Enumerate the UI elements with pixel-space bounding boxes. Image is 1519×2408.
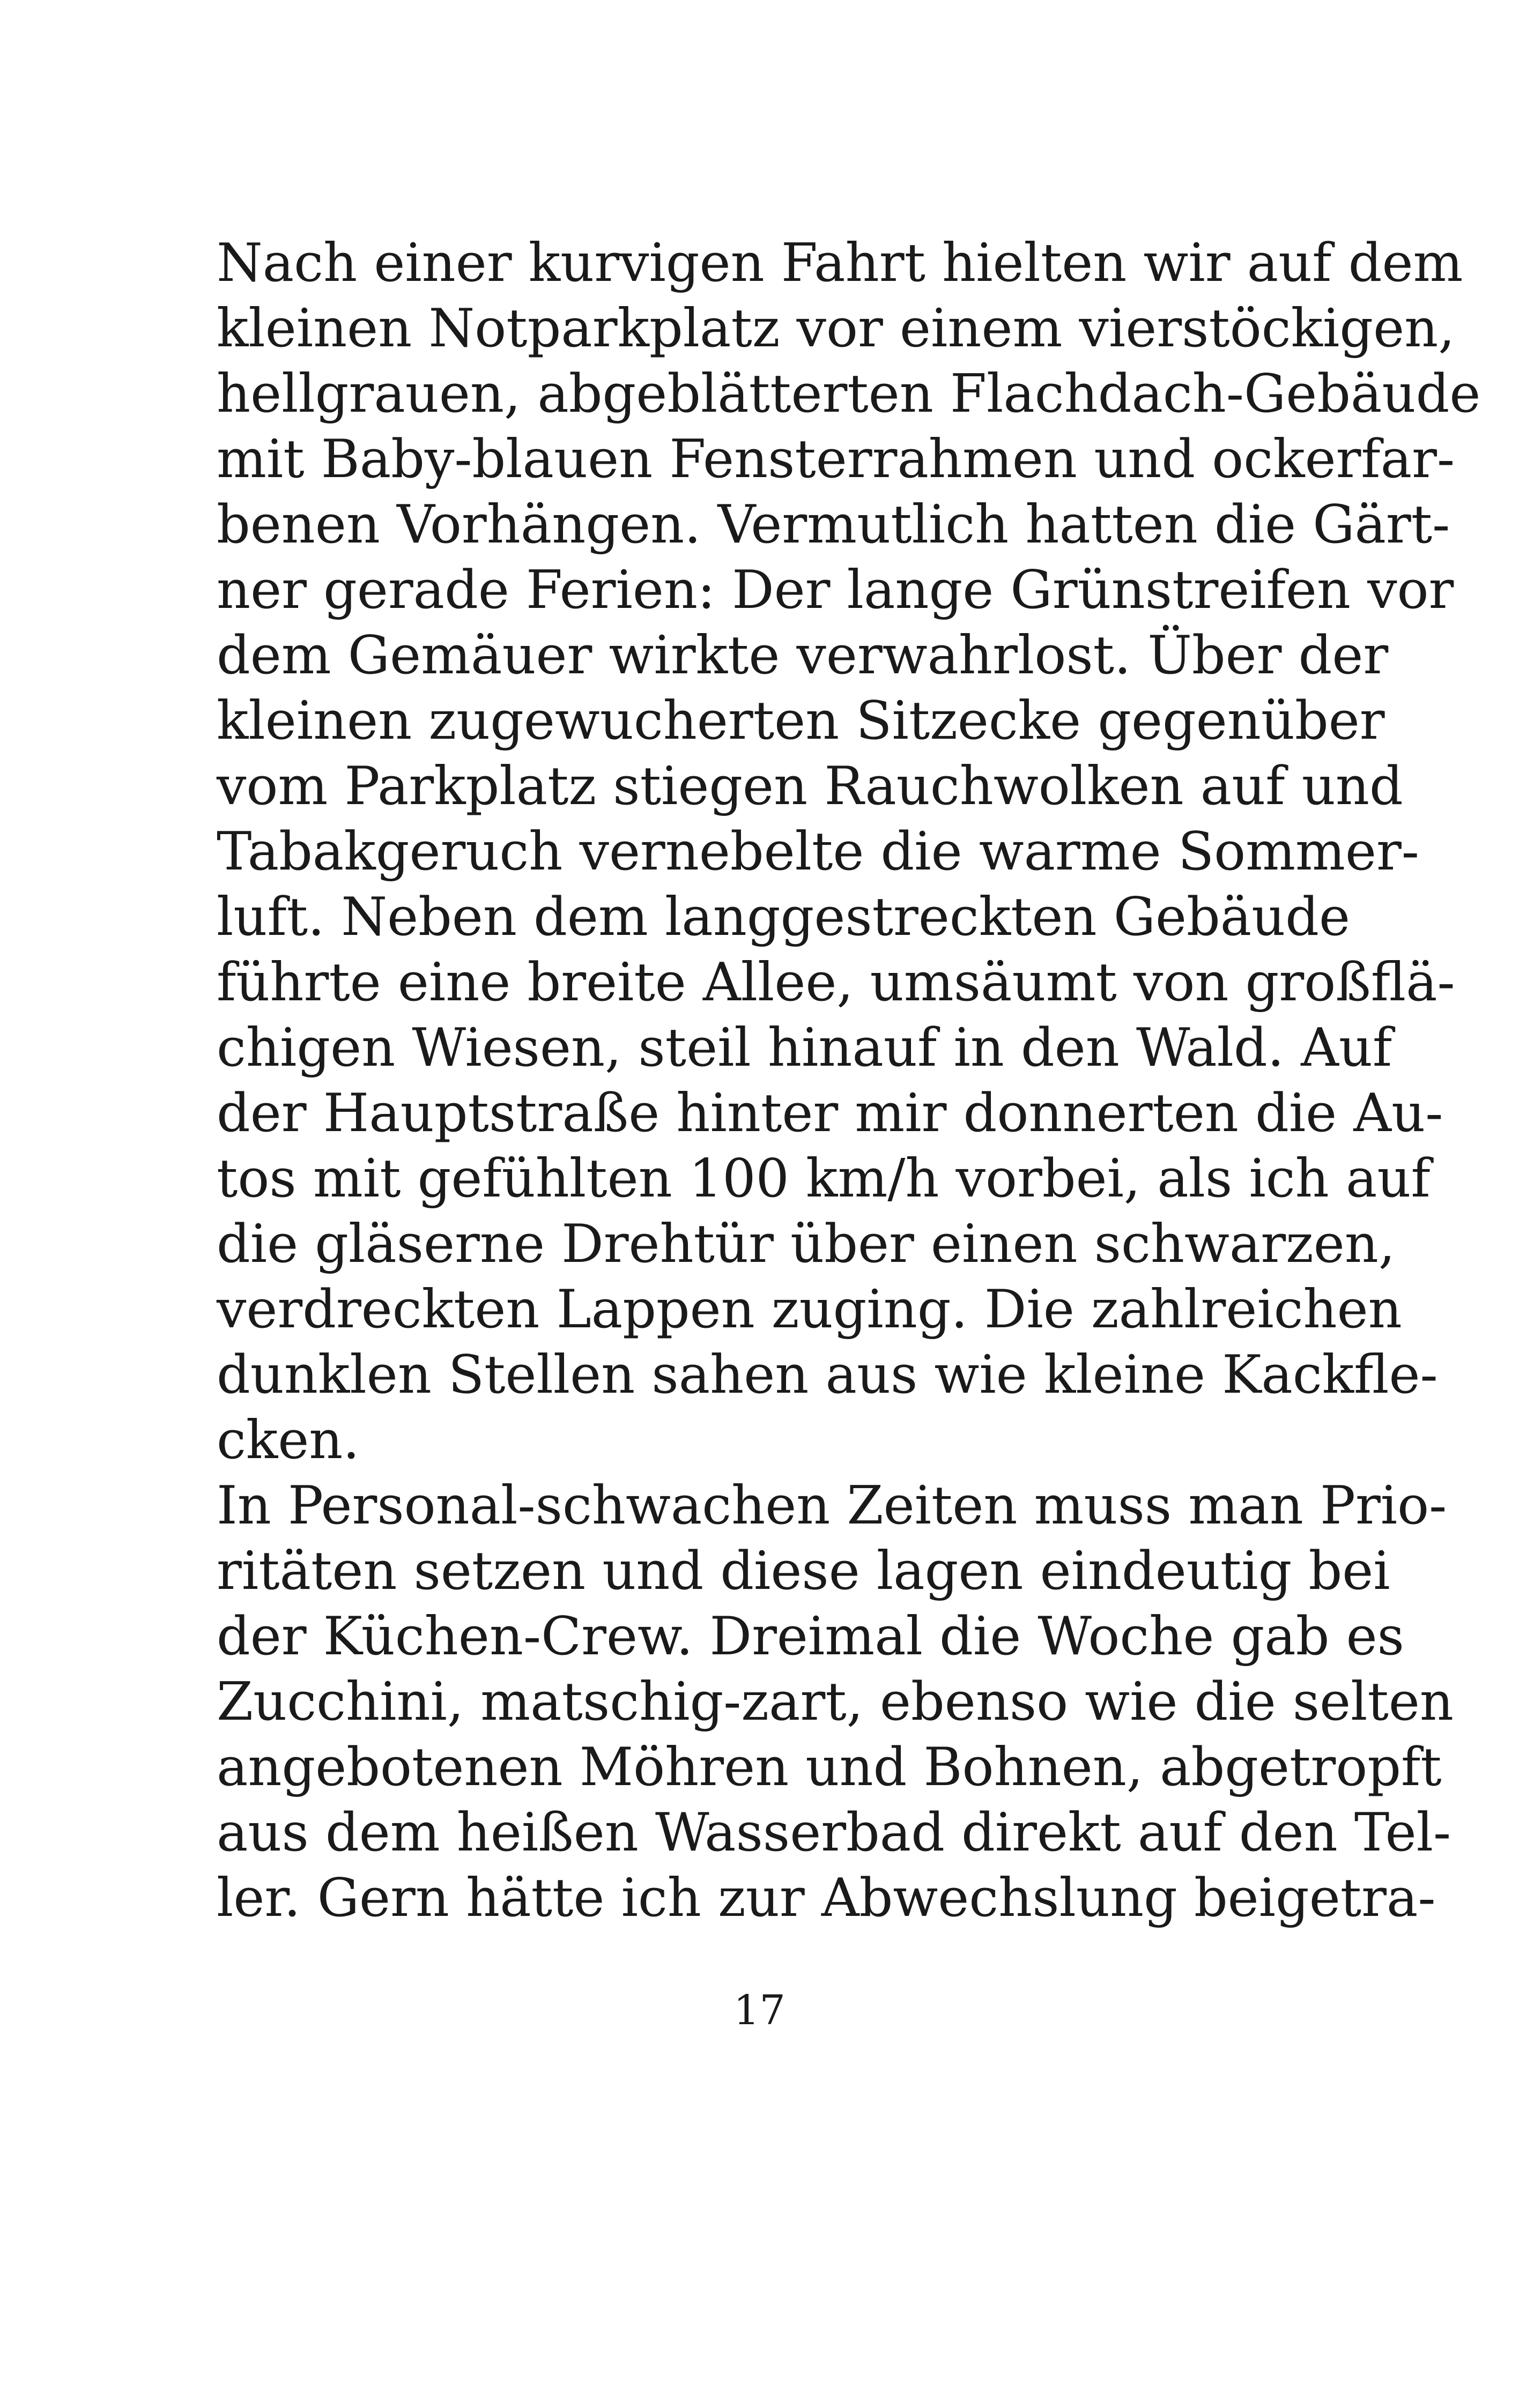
text-line: mit Baby-blauen Fensterrahmen und ockerfar- xyxy=(217,429,1455,490)
text-line: ner gerade Ferien: Der lange Grünstreifen vor xyxy=(217,560,1454,621)
body-text xyxy=(217,231,1481,1931)
text-line: aus dem heißen Wasserbad direkt auf den Tel- xyxy=(217,1802,1451,1863)
text-line: vom Parkplatz stiegen Rauchwolken auf und xyxy=(217,756,1403,817)
text-line: der Küchen-Crew. Dreimal die Woche gab es xyxy=(217,1606,1404,1667)
text-line: luft. Neben dem langgestreckten Gebäude xyxy=(217,887,1351,948)
text-line: Zucchini, matschig-zart, ebenso wie die selten xyxy=(217,1671,1454,1733)
text-line: die gläserne Drehtür über einen schwarzen, xyxy=(217,1214,1396,1275)
text-line: der Hauptstraße hinter mir donnerten die Au- xyxy=(217,1083,1443,1144)
text-line: führte eine breite Allee, umsäumt von großflä- xyxy=(217,952,1455,1013)
text-line: chigen Wiesen, steil hinauf in den Wald. Auf xyxy=(217,1017,1392,1079)
text-line: dunklen Stellen sahen aus wie kleine Kackfle- xyxy=(217,1344,1438,1406)
text-line: kleinen zugewucherten Sitzecke gegenüber xyxy=(217,690,1385,752)
text-line: Nach einer kurvigen Fahrt hielten wir auf dem xyxy=(217,233,1463,294)
text-line: tos mit gefühlten 100 km/h vorbei, als ich auf xyxy=(217,1148,1431,1209)
text-line: cken. xyxy=(217,1410,360,1471)
text-line: benen Vorhängen. Vermutlich hatten die Gärt- xyxy=(217,494,1450,555)
paragraph-2 xyxy=(217,1473,1454,1931)
text-line: hellgrauen, abgeblätterten Flachdach-Gebäude xyxy=(217,363,1481,425)
paragraph-1 xyxy=(217,231,1481,1473)
text-line: angebotenen Möhren und Bohnen, abgetropft xyxy=(217,1737,1442,1798)
text-line: ler. Gern hätte ich zur Abwechslung beigetra- xyxy=(217,1868,1436,1929)
text-line: verdreckten Lappen zuging. Die zahlreichen xyxy=(217,1279,1402,1340)
page-number: 17 xyxy=(733,1986,786,2034)
text-line: Tabakgeruch vernebelte die warme Sommer- xyxy=(217,821,1419,882)
text-line: dem Gemäuer wirkte verwahrlost. Über der xyxy=(217,625,1389,686)
text-line: ritäten setzen und diese lagen eindeutig bei xyxy=(217,1541,1390,1602)
text-line: In Personal-schwachen Zeiten muss man Prio- xyxy=(217,1475,1447,1536)
text-line: kleinen Notparkplatz vor einem vierstöckigen, xyxy=(217,298,1455,359)
